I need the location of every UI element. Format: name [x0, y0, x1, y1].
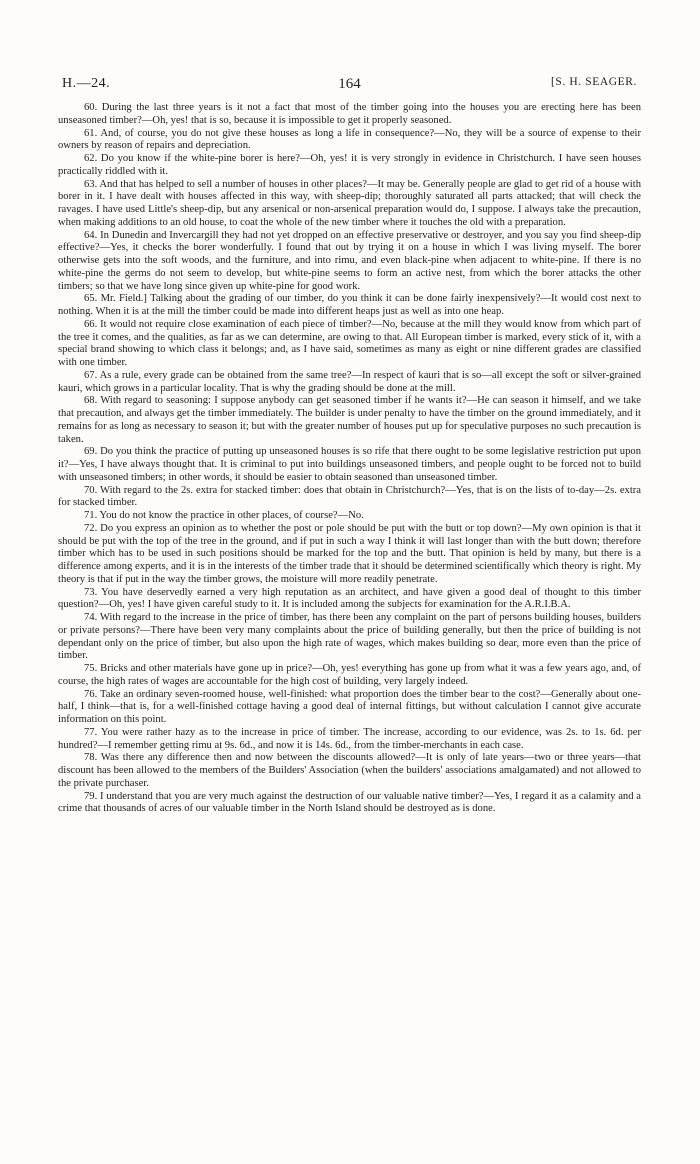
paragraph-q79: 79. I understand that you are very much against the destruction of our valuable native timber?—Yes, I regard it as a calamity and a crime that thousands of acres of our valuable timber in the North Island should be destroyed as is done. [58, 790, 641, 815]
paragraph-q76: 76. Take an ordinary seven-roomed house, well-finished: what proportion does the timber bear to the cost?—Generally about one-half, I think—that is, for a well-finished cottage having a good deal of internal fittings, but without calculation I cannot give accurate information on this point. [58, 688, 641, 725]
paragraph-q62: 62. Do you know if the white-pine borer is here?—Oh, yes! it is very strongly in evidence in Christchurch. I have seen houses practically riddled with it. [58, 153, 641, 177]
paragraph-q69: 69. Do you think the practice of putting up unseasoned houses is so rife that there ought to be some legislative restriction put upon it?—Yes, I have always thought that. It is criminal to put into buildings unseasoned timbers, and people ought to be forced not to build with unseasoned timbers; in other words, it should be easier to obtain seasoned than unseasoned timber. [58, 446, 641, 483]
paragraph-q67: 67. As a rule, every grade can be obtained from the same tree?—In respect of kauri that is so—all except the soft or silver-grained kauri, which grows in a particular locality. That is why the grading should be done at the mill. [58, 369, 641, 394]
page-body [58, 102, 641, 816]
paragraph-q74: 74. With regard to the increase in the price of timber, has there been any complaint on the part of persons building houses, builders or private persons?—There have been very many complaints about the price of building generally, but then the price of building is not dependant only on the price of timber, but also upon the high rate of wages, which makes building so dear, more even than the price of timber. [58, 612, 641, 662]
witness-name: [S. H. SEAGER. [550, 76, 637, 88]
paragraph-q70: 70. With regard to the 2s. extra for stacked timber: does that obtain in Christchurch?—Yes, that is on the lists of to-day—2s. extra for stacked timber. [58, 484, 641, 509]
paragraph-q60: 60. During the last three years is it not a fact that most of the timber going into the houses you are erecting here has been unseasoned timber?—Oh, yes! that is so, because it is impossible to get it properly seasoned. [58, 102, 641, 126]
paragraph-q68: 68. With regard to seasoning: I suppose anybody can get seasoned timber if he wants it?—He can season it himself, and we take that precaution, and always get the timber immediately. The builder is under penalty to have the timber on the ground immediately, and it remains for as long as necessary to season it; but with the greater number of houses put up for speculative purposes no such precaution is taken. [58, 395, 641, 445]
paragraph-q78: 78. Was there any difference then and now between the discounts allowed?—It is only of late years—two or three years—that discount has been allowed to the members of the Builders' Association (when the builders' associations amalgamated) and not allowed to the private purchaser. [58, 752, 641, 789]
paragraph-q75: 75. Bricks and other materials have gone up in price?—Oh, yes! everything has gone up from what it was a few years ago, and, of course, the high rates of wages are accountable for the high cost of building, very largely indeed. [58, 663, 641, 687]
paragraph-q77: 77. You were rather hazy as to the increase in price of timber. The increase, according to our evidence, was 2s. to 1s. 6d. per hundred?—I remember getting rimu at 9s. 6d., and now it is 14s. 6d., from the timber-merchants in each case. [58, 726, 641, 751]
paragraph-q72: 72. Do you express an opinion as to whether the post or pole should be put with the butt or top down?—My own opinion is that it should be put with the top of the tree in the ground, and if put in such a way I think it will last longer than with the butt down; therefore timber which has to be used in such positions should be marked for the top and the butt. That opinion is held by many, but there is a difference among experts, and it is in the interests of the timber trade that it should be determined scientifically which theory is right. My theory is that if put in the way the timber grows, the moisture will more readily penetrate. [58, 522, 641, 585]
page-number: 164 [338, 76, 361, 92]
paragraph-q63: 63. And that has helped to sell a number of houses in other places?—It may be. Generally people are glad to get rid of a house with borer in it. I have dealt with houses affected in this way, with sheep-dip; thoroughly saturated all parts attacked; that will check the ravages. I have used Little's sheep-dip, but any arsenical or non-arsenical preparation would do, I suppose. I always take the precaution, when making additions to an old house, to coat the whole of the new timber where it touches the old with a preparation. [58, 178, 641, 228]
document-reference: H.—24. [62, 76, 111, 91]
paragraph-q64: 64. In Dunedin and Invercargill they had not yet dropped on an effective preservative or destroyer, and you say you find sheep-dip effective?—Yes, it checks the borer wonderfully. I found that out by trying it on a house in which I was living myself. The borer otherwise gets into the soft woods, and the furniture, and into rimu, and even black-pine when adjacent to white-pine. If there is no white-pine the germs do not seem to develop, but white-pine seems to form an active nest, from which the borer attacks the other timbers; so that we have long since given up white-pine for good work. [58, 229, 641, 292]
paragraph-q71: 71. You do not know the practice in other places, of course?—No. [84, 510, 364, 521]
paragraph-q61: 61. And, of course, you do not give these houses as long a life in consequence?—No, they will be a source of expense to their owners by reason of repairs and depreciation. [58, 127, 641, 152]
paragraph-q66: 66. It would not require close examination of each piece of timber?—No, because at the mill they would know from which part of the tree it comes, and the qualities, as far as we can determine, are owing to that. All European timber is marked, every stick of it, with a special brand showing to which class it belongs; and, as I have said, sometimes as many as eight or nine different grades are classified with one timber. [58, 318, 641, 368]
page-header [62, 76, 637, 94]
paragraph-q73: 73. You have deservedly earned a very high reputation as an architect, and have given a good deal of thought to this timber question?—Oh, yes! I have given careful study to it. It is included among the subjects for examination for the A.R.I.B.A. [58, 586, 641, 611]
paragraph-q65: 65. Mr. Field.] Talking about the grading of our timber, do you think it can be done fairly inexpensively?—It would cost next to nothing. When it is at the mill the timber could be made into different heaps just as well as into one heap. [58, 293, 641, 317]
